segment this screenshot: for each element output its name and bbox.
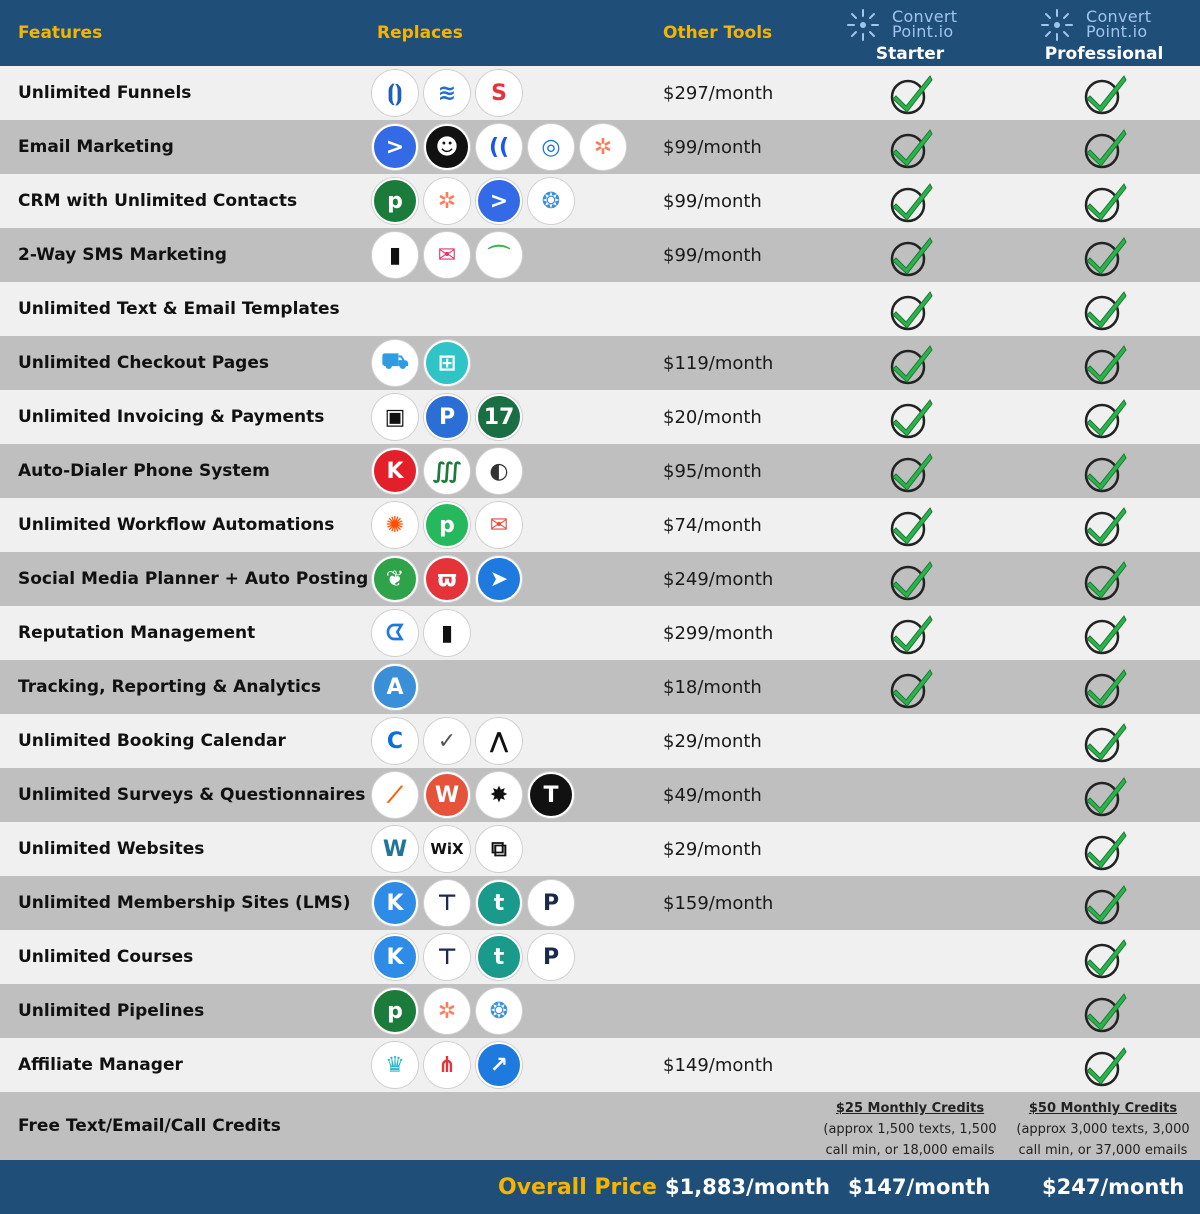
hubspot-icon: ✲: [424, 988, 470, 1034]
sparkle-logo-icon: [840, 6, 886, 44]
activecampaign-icon: >: [476, 178, 522, 224]
table-row: [0, 876, 1200, 930]
replaced-tools-icons: [372, 826, 522, 872]
jotform-icon: ⟋: [372, 772, 418, 818]
starter-credits-line-1: (approx 1,500 texts, 1,500: [823, 1122, 997, 1137]
replaced-tools-icons: [372, 664, 418, 710]
zapier-icon: ✺: [372, 502, 418, 548]
invoice2go-icon: 17: [476, 394, 522, 440]
table-row: [0, 228, 1200, 282]
replaced-tools-icons: [372, 556, 522, 602]
squarespace-icon: ⧉: [476, 826, 522, 872]
table-row: [0, 984, 1200, 1038]
wufoo-icon: W: [424, 772, 470, 818]
other-tools-price: $29/month: [663, 730, 762, 752]
credits-row: [0, 1092, 1200, 1160]
activecampaign-icon: >: [372, 124, 418, 170]
logo-line-2: Point.io: [1086, 22, 1148, 41]
table-row: [0, 552, 1200, 606]
feature-name: Auto-Dialer Phone System: [18, 461, 270, 481]
professional-check-icon: [1082, 882, 1128, 926]
replaced-tools-icons: [372, 232, 522, 278]
podium-icon: ▮: [424, 610, 470, 656]
replaced-tools-icons: [372, 70, 522, 116]
professional-credits-line-2: call min, or 37,000 emails: [1018, 1143, 1188, 1158]
table-row: [0, 606, 1200, 660]
logo-line-1: Convert: [892, 7, 958, 26]
feature-name: Free Text/Email/Call Credits: [18, 1116, 281, 1136]
podia-icon: P: [528, 880, 574, 926]
professional-check-icon: [1082, 666, 1128, 710]
professional-check-icon: [1082, 558, 1128, 602]
pipedrive-icon: p: [372, 178, 418, 224]
firstpromoter-icon: ♛: [372, 1042, 418, 1088]
acuity-icon: ⋀: [476, 718, 522, 764]
other-tools-price: $297/month: [663, 82, 774, 104]
feature-name: Unlimited Courses: [18, 947, 194, 967]
hubspot-icon: ✲: [424, 178, 470, 224]
starter-check-icon: [888, 234, 934, 278]
calendly-icon: C: [372, 718, 418, 764]
starter-price: $147/month: [848, 1175, 991, 1199]
replaced-tools-icons: [372, 880, 574, 926]
birdeye-icon: ᗧ: [372, 610, 418, 656]
other-tools-price: $149/month: [663, 1054, 774, 1076]
oncehub-icon: ✓: [424, 718, 470, 764]
replaces-column-header: Replaces: [377, 23, 463, 43]
table-row: [0, 660, 1200, 714]
professional-check-icon: [1082, 450, 1128, 494]
teachable-icon: ⊤: [424, 880, 470, 926]
constant-contact-icon: ((: [476, 124, 522, 170]
professional-check-icon: [1082, 180, 1128, 224]
hubspot-icon: ✲: [580, 124, 626, 170]
features-column-header: Features: [18, 23, 103, 43]
tapfiliate-icon: ↗: [476, 1042, 522, 1088]
other-tools-price: $299/month: [663, 622, 774, 644]
feature-name: Unlimited Workflow Automations: [18, 515, 335, 535]
other-tools-price: $49/month: [663, 784, 762, 806]
podium-icon: ▮: [372, 232, 418, 278]
other-tools-column-header: Other Tools: [663, 23, 773, 43]
starter-check-icon: [888, 342, 934, 386]
professional-check-icon: [1082, 342, 1128, 386]
aircall-icon: ∭: [424, 448, 470, 494]
feature-name: Unlimited Funnels: [18, 83, 192, 103]
samcart-icon: ⛟: [372, 340, 418, 386]
other-tools-price: $99/month: [663, 136, 762, 158]
professional-credits: [1008, 1098, 1198, 1161]
professional-check-icon: [1082, 990, 1128, 1034]
professional-price: $247/month: [1042, 1175, 1185, 1199]
refersion-icon: ⋔: [424, 1042, 470, 1088]
other-tools-price: $18/month: [663, 676, 762, 698]
table-row: [0, 174, 1200, 228]
overall-price-row: [0, 1160, 1200, 1214]
pipedrive-icon: p: [372, 988, 418, 1034]
other-tools-price: $20/month: [663, 406, 762, 428]
starter-check-icon: [888, 450, 934, 494]
logo-line-1: Convert: [1086, 7, 1152, 26]
mailchimp-icon: ☻: [424, 124, 470, 170]
other-tools-price: $119/month: [663, 352, 774, 374]
leadpages-icon: ≋: [424, 70, 470, 116]
feature-name: Unlimited Checkout Pages: [18, 353, 269, 373]
table-row: [0, 444, 1200, 498]
replaced-tools-icons: [372, 610, 470, 656]
table-row: [0, 66, 1200, 120]
hootsuite-icon: ϖ: [424, 556, 470, 602]
campaigner-icon: ◎: [528, 124, 574, 170]
feature-name: Unlimited Pipelines: [18, 1001, 205, 1021]
replaced-tools-icons: [372, 988, 522, 1034]
replaced-tools-icons: [372, 772, 574, 818]
professional-check-icon: [1082, 504, 1128, 548]
sprout-social-icon: ❦: [372, 556, 418, 602]
replaced-tools-icons: [372, 178, 574, 224]
other-tools-price: $99/month: [663, 190, 762, 212]
starter-check-icon: [888, 612, 934, 656]
starter-check-icon: [888, 558, 934, 602]
professional-credits-line-1: (approx 3,000 texts, 3,000: [1016, 1122, 1190, 1137]
other-tools-price: $74/month: [663, 514, 762, 536]
professional-plan-header: [1024, 4, 1184, 66]
feature-name: Unlimited Membership Sites (LMS): [18, 893, 351, 913]
feature-name: Unlimited Invoicing & Payments: [18, 407, 325, 427]
replaced-tools-icons: [372, 718, 522, 764]
professional-check-icon: [1082, 396, 1128, 440]
table-header: [0, 0, 1200, 66]
starter-credits-title: $25 Monthly Credits: [835, 1101, 985, 1116]
starter-check-icon: [888, 180, 934, 224]
thrivecart-icon: ⊞: [424, 340, 470, 386]
feature-name: Email Marketing: [18, 137, 174, 157]
feature-name: Affiliate Manager: [18, 1055, 183, 1075]
starter-check-icon: [888, 666, 934, 710]
sendible-icon: ➤: [476, 556, 522, 602]
starter-plan-header: [830, 4, 990, 66]
logo-line-2: Point.io: [892, 22, 954, 41]
textedly-icon: ⌒: [476, 232, 522, 278]
wix-icon: WiX: [424, 826, 470, 872]
professional-check-icon: [1082, 720, 1128, 764]
feature-name: Social Media Planner + Auto Posting: [18, 569, 369, 589]
table-row: [0, 1038, 1200, 1092]
kartra-icon: S: [476, 70, 522, 116]
starter-credits: [815, 1098, 1005, 1161]
starter-check-icon: [888, 126, 934, 170]
feature-name: Unlimited Booking Calendar: [18, 731, 286, 751]
feature-name: Reputation Management: [18, 623, 256, 643]
overall-price-label: Overall Price: [498, 1174, 657, 1200]
dialpad-icon: ◐: [476, 448, 522, 494]
table-row: [0, 930, 1200, 984]
starter-check-icon: [888, 396, 934, 440]
other-tools-price: $159/month: [663, 892, 774, 914]
simpletexting-icon: ✉: [424, 232, 470, 278]
other-tools-total-price: $1,883/month: [665, 1175, 830, 1199]
professional-check-icon: [1082, 936, 1128, 980]
other-tools-price: $99/month: [663, 244, 762, 266]
replaced-tools-icons: [372, 394, 522, 440]
kajabi-icon: K: [372, 934, 418, 980]
professional-check-icon: [1082, 774, 1128, 818]
table-row: [0, 282, 1200, 336]
wordpress-icon: W: [372, 826, 418, 872]
convertpoint-logo: [1034, 6, 1174, 44]
replaced-tools-icons: [372, 340, 470, 386]
professional-check-icon: [1082, 612, 1128, 656]
kajabi-icon: K: [372, 880, 418, 926]
starter-check-icon: [888, 504, 934, 548]
professional-check-icon: [1082, 828, 1128, 872]
feature-name: Unlimited Surveys & Questionnaires: [18, 785, 366, 805]
table-row: [0, 822, 1200, 876]
professional-check-icon: [1082, 126, 1128, 170]
kixie-icon: K: [372, 448, 418, 494]
starter-credits-line-2: call min, or 18,000 emails: [825, 1143, 995, 1158]
professional-check-icon: [1082, 288, 1128, 332]
sparkle-logo-icon: [1034, 6, 1080, 44]
feature-name: CRM with Unlimited Contacts: [18, 191, 298, 211]
professional-check-icon: [1082, 1044, 1128, 1088]
clickfunnels-icon: ⦗⦘: [372, 70, 418, 116]
teachable-icon: ⊤: [424, 934, 470, 980]
table-row: [0, 714, 1200, 768]
starter-plan-name: Starter: [875, 44, 945, 64]
replaced-tools-icons: [372, 934, 574, 980]
replaced-tools-icons: [372, 502, 522, 548]
replaced-tools-icons: [372, 124, 626, 170]
starter-check-icon: [888, 288, 934, 332]
other-tools-price: $249/month: [663, 568, 774, 590]
starter-check-icon: [888, 72, 934, 116]
feature-name: 2-Way SMS Marketing: [18, 245, 227, 265]
table-row: [0, 498, 1200, 552]
agency-analytics-icon: A: [372, 664, 418, 710]
professional-check-icon: [1082, 72, 1128, 116]
convertpoint-logo: [840, 6, 980, 44]
square-icon: ▣: [372, 394, 418, 440]
replaced-tools-icons: [372, 448, 522, 494]
keap-icon: ❂: [476, 988, 522, 1034]
replaced-tools-icons: [372, 1042, 522, 1088]
feature-name: Unlimited Text & Email Templates: [18, 299, 340, 319]
podia-icon: P: [528, 934, 574, 980]
table-row: [0, 768, 1200, 822]
thinkific-icon: t: [476, 880, 522, 926]
other-tools-price: $95/month: [663, 460, 762, 482]
other-tools-price: $29/month: [663, 838, 762, 860]
table-row: [0, 336, 1200, 390]
professional-check-icon: [1082, 234, 1128, 278]
table-row: [0, 390, 1200, 444]
professional-credits-title: $50 Monthly Credits: [1028, 1101, 1178, 1116]
pabbly-icon: p: [424, 502, 470, 548]
thinkific-icon: t: [476, 934, 522, 980]
feature-name: Unlimited Websites: [18, 839, 205, 859]
paypal-icon: P: [424, 394, 470, 440]
typeform-icon: T: [528, 772, 574, 818]
surveymonkey-icon: ✸: [476, 772, 522, 818]
keap-icon: ❂: [528, 178, 574, 224]
table-row: [0, 120, 1200, 174]
mailer-icon: ✉: [476, 502, 522, 548]
feature-name: Tracking, Reporting & Analytics: [18, 677, 321, 697]
professional-plan-name: Professional: [1044, 44, 1164, 64]
